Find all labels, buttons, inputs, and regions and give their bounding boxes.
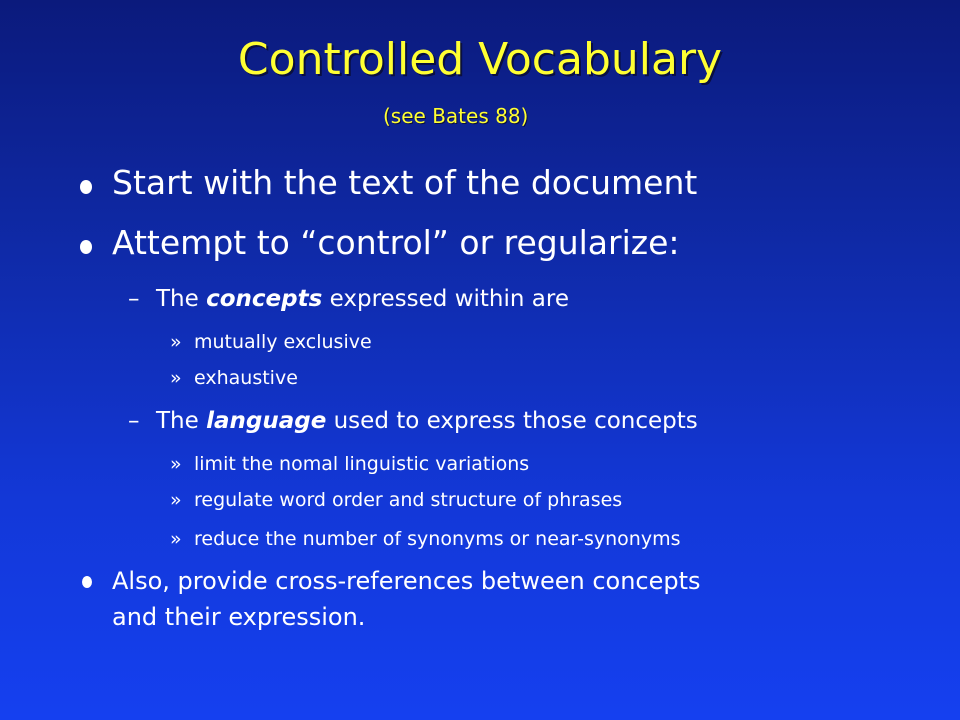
bullet-text-3-line2: and their expression. [112, 603, 366, 631]
sub-sub-item: exhaustive [194, 367, 298, 389]
slide-title: Controlled Vocabulary [237, 34, 723, 85]
sub-sub-item: mutually exclusive [194, 331, 372, 353]
bullet-icon [80, 180, 92, 194]
chevron-marker: » [170, 331, 182, 353]
sub-item-language-post: used to express those concepts [326, 408, 698, 434]
bullet-icon [82, 576, 92, 588]
sub-item-concepts-post: expressed within are [322, 286, 569, 312]
bullet-icon [80, 240, 92, 254]
bullet-text-1: Start with the text of the document [112, 163, 698, 202]
dash-marker: – [128, 408, 140, 434]
bullet-text-2: Attempt to “control” or regularize: [112, 223, 680, 262]
slide-subtitle: (see Bates 88) [383, 104, 529, 128]
sub-item-language [156, 407, 698, 435]
sub-sub-item: regulate word order and structure of phrases [194, 489, 623, 511]
chevron-marker: » [170, 489, 182, 511]
chevron-marker: » [170, 453, 182, 475]
sub-item-concepts-em: concepts [206, 286, 323, 312]
bullet-text-3-line1: Also, provide cross-references between concepts [112, 567, 701, 595]
dash-marker: – [128, 286, 140, 312]
chevron-marker: » [170, 367, 182, 389]
sub-sub-item: limit the nomal linguistic variations [194, 453, 530, 475]
sub-sub-item: reduce the number of synonyms or near-synonyms [194, 528, 681, 550]
sub-item-language-pre: The [156, 408, 207, 434]
chevron-marker: » [170, 528, 182, 550]
sub-item-concepts-pre: The [156, 286, 207, 312]
sub-item-concepts [156, 285, 569, 313]
sub-item-language-em: language [206, 408, 327, 434]
